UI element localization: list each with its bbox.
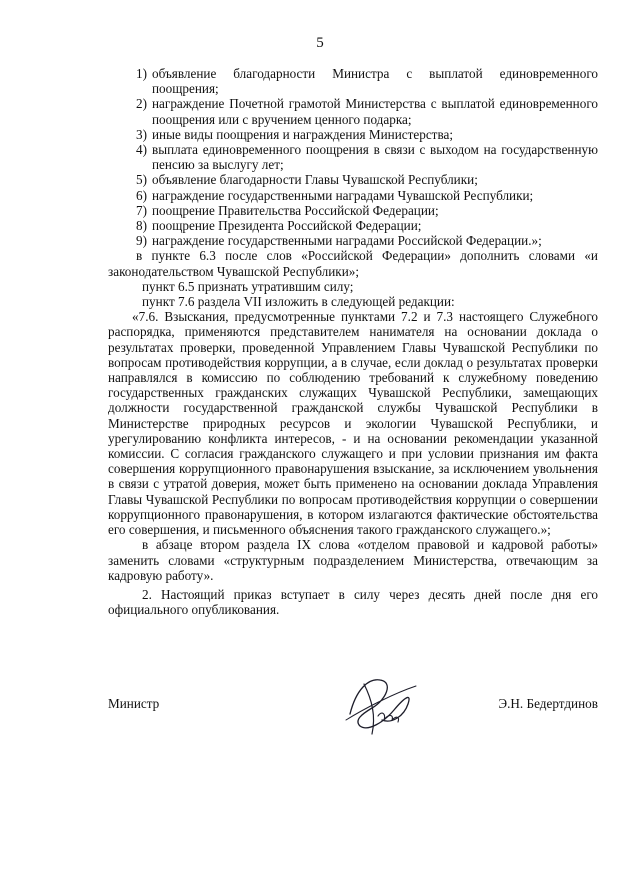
minister-name: Э.Н. Бедертдинов [498,696,598,711]
list-item-number: 6) [136,187,147,203]
list-item-text: награждение государственными наградами Российской Федерации.»; [152,233,542,249]
handwritten-signature [342,670,420,738]
list-item-number: 1) [136,66,147,81]
list-item-text: поощрение Правительства Российской Федерации; [152,202,439,218]
list-item-number: 5) [136,172,147,188]
document-body [108,66,598,617]
list-item [136,127,598,142]
list-item-text: поощрение Президента Российской Федерации; [152,218,422,234]
list-item-text: выплата единовременного поощрения в связи с выходом на государственную пенсию за выслугу лет; [152,142,598,173]
list-item [136,233,598,248]
page-number: 5 [316,35,324,51]
list-item-number: 3) [136,126,147,142]
encouragement-list [136,66,598,248]
list-item-number: 2) [136,96,147,112]
paragraph-2: 2. Настоящий приказ вступает в силу через десять дней после дня его официального опубликования. [108,586,598,618]
paragraph-7-6-intro: пункт 7.6 раздела VII изложить в следующей редакции: [142,294,455,310]
minister-title: Министр [108,696,160,711]
list-item [136,218,598,233]
list-item-text: награждение государственными наградами Чувашской Республики; [152,187,534,203]
paragraph-7-6-text: «7.6. Взыскания, предусмотренные пунктами 7.2 и 7.3 настоящего Служебного распорядка, применяются представителем нанимателя на основании доклада о результатах проверки, проведенной Управлением Главы Чувашской Республики по вопросам противодействия коррупции, а в случае, если доклад о результатах проверки направлялся в комиссию по соблюдению требований к служебному поведению государственных гражданских служащих Чувашской Республики, замещающих должности государственной гражданской службы Чувашской Республики в Министерстве природных ресурсов и экологии Чувашской Республики, и урегулированию конфликта интересов, - и на основании рекомендации указанной комиссии. С согласия гражданского служащего и при условии признания им факта совершения коррупционного правонарушения взыскание, за исключением увольнения в связи с утратой доверия, может быть применено на основании доклада Управления Главы Чувашской Республики по вопросам противодействия коррупции о совершении коррупционного правонарушения, в котором излагаются фактические обстоятельства его совершения, и письменного объяснения такого гражданского служащего.»; [108,309,598,538]
list-item [136,172,598,187]
list-item [136,142,598,172]
list-item-text: объявление благодарности Министра с выплатой единовременного поощрения; [152,66,598,97]
list-item-number: 9) [136,233,147,249]
list-item-number: 8) [136,218,147,234]
list-item [136,66,598,96]
list-item-text: иные виды поощрения и награждения Министерства; [152,126,454,142]
list-item-text: объявление благодарности Главы Чувашской Республики; [152,172,478,188]
list-item-text: награждение Почетной грамотой Министерства с выплатой единовременного поощрения или с вручением ценного подарка; [152,96,598,127]
paragraph-section-ix: в абзаце втором раздела IX слова «отделом правовой и кадровой работы» заменить словами «структурным подразделением Министерства, отвечающим за кадровую работу». [108,537,598,583]
list-item [136,188,598,203]
paragraph-6-3: в пункте 6.3 после слов «Российской Федерации» дополнить словами «и законодательством Чувашской Республики»; [108,248,598,279]
list-item [136,96,598,126]
list-item-number: 7) [136,202,147,218]
paragraph-6-5: пункт 6.5 признать утратившим силу; [142,278,354,294]
list-item [136,203,598,218]
list-item-number: 4) [136,142,147,158]
